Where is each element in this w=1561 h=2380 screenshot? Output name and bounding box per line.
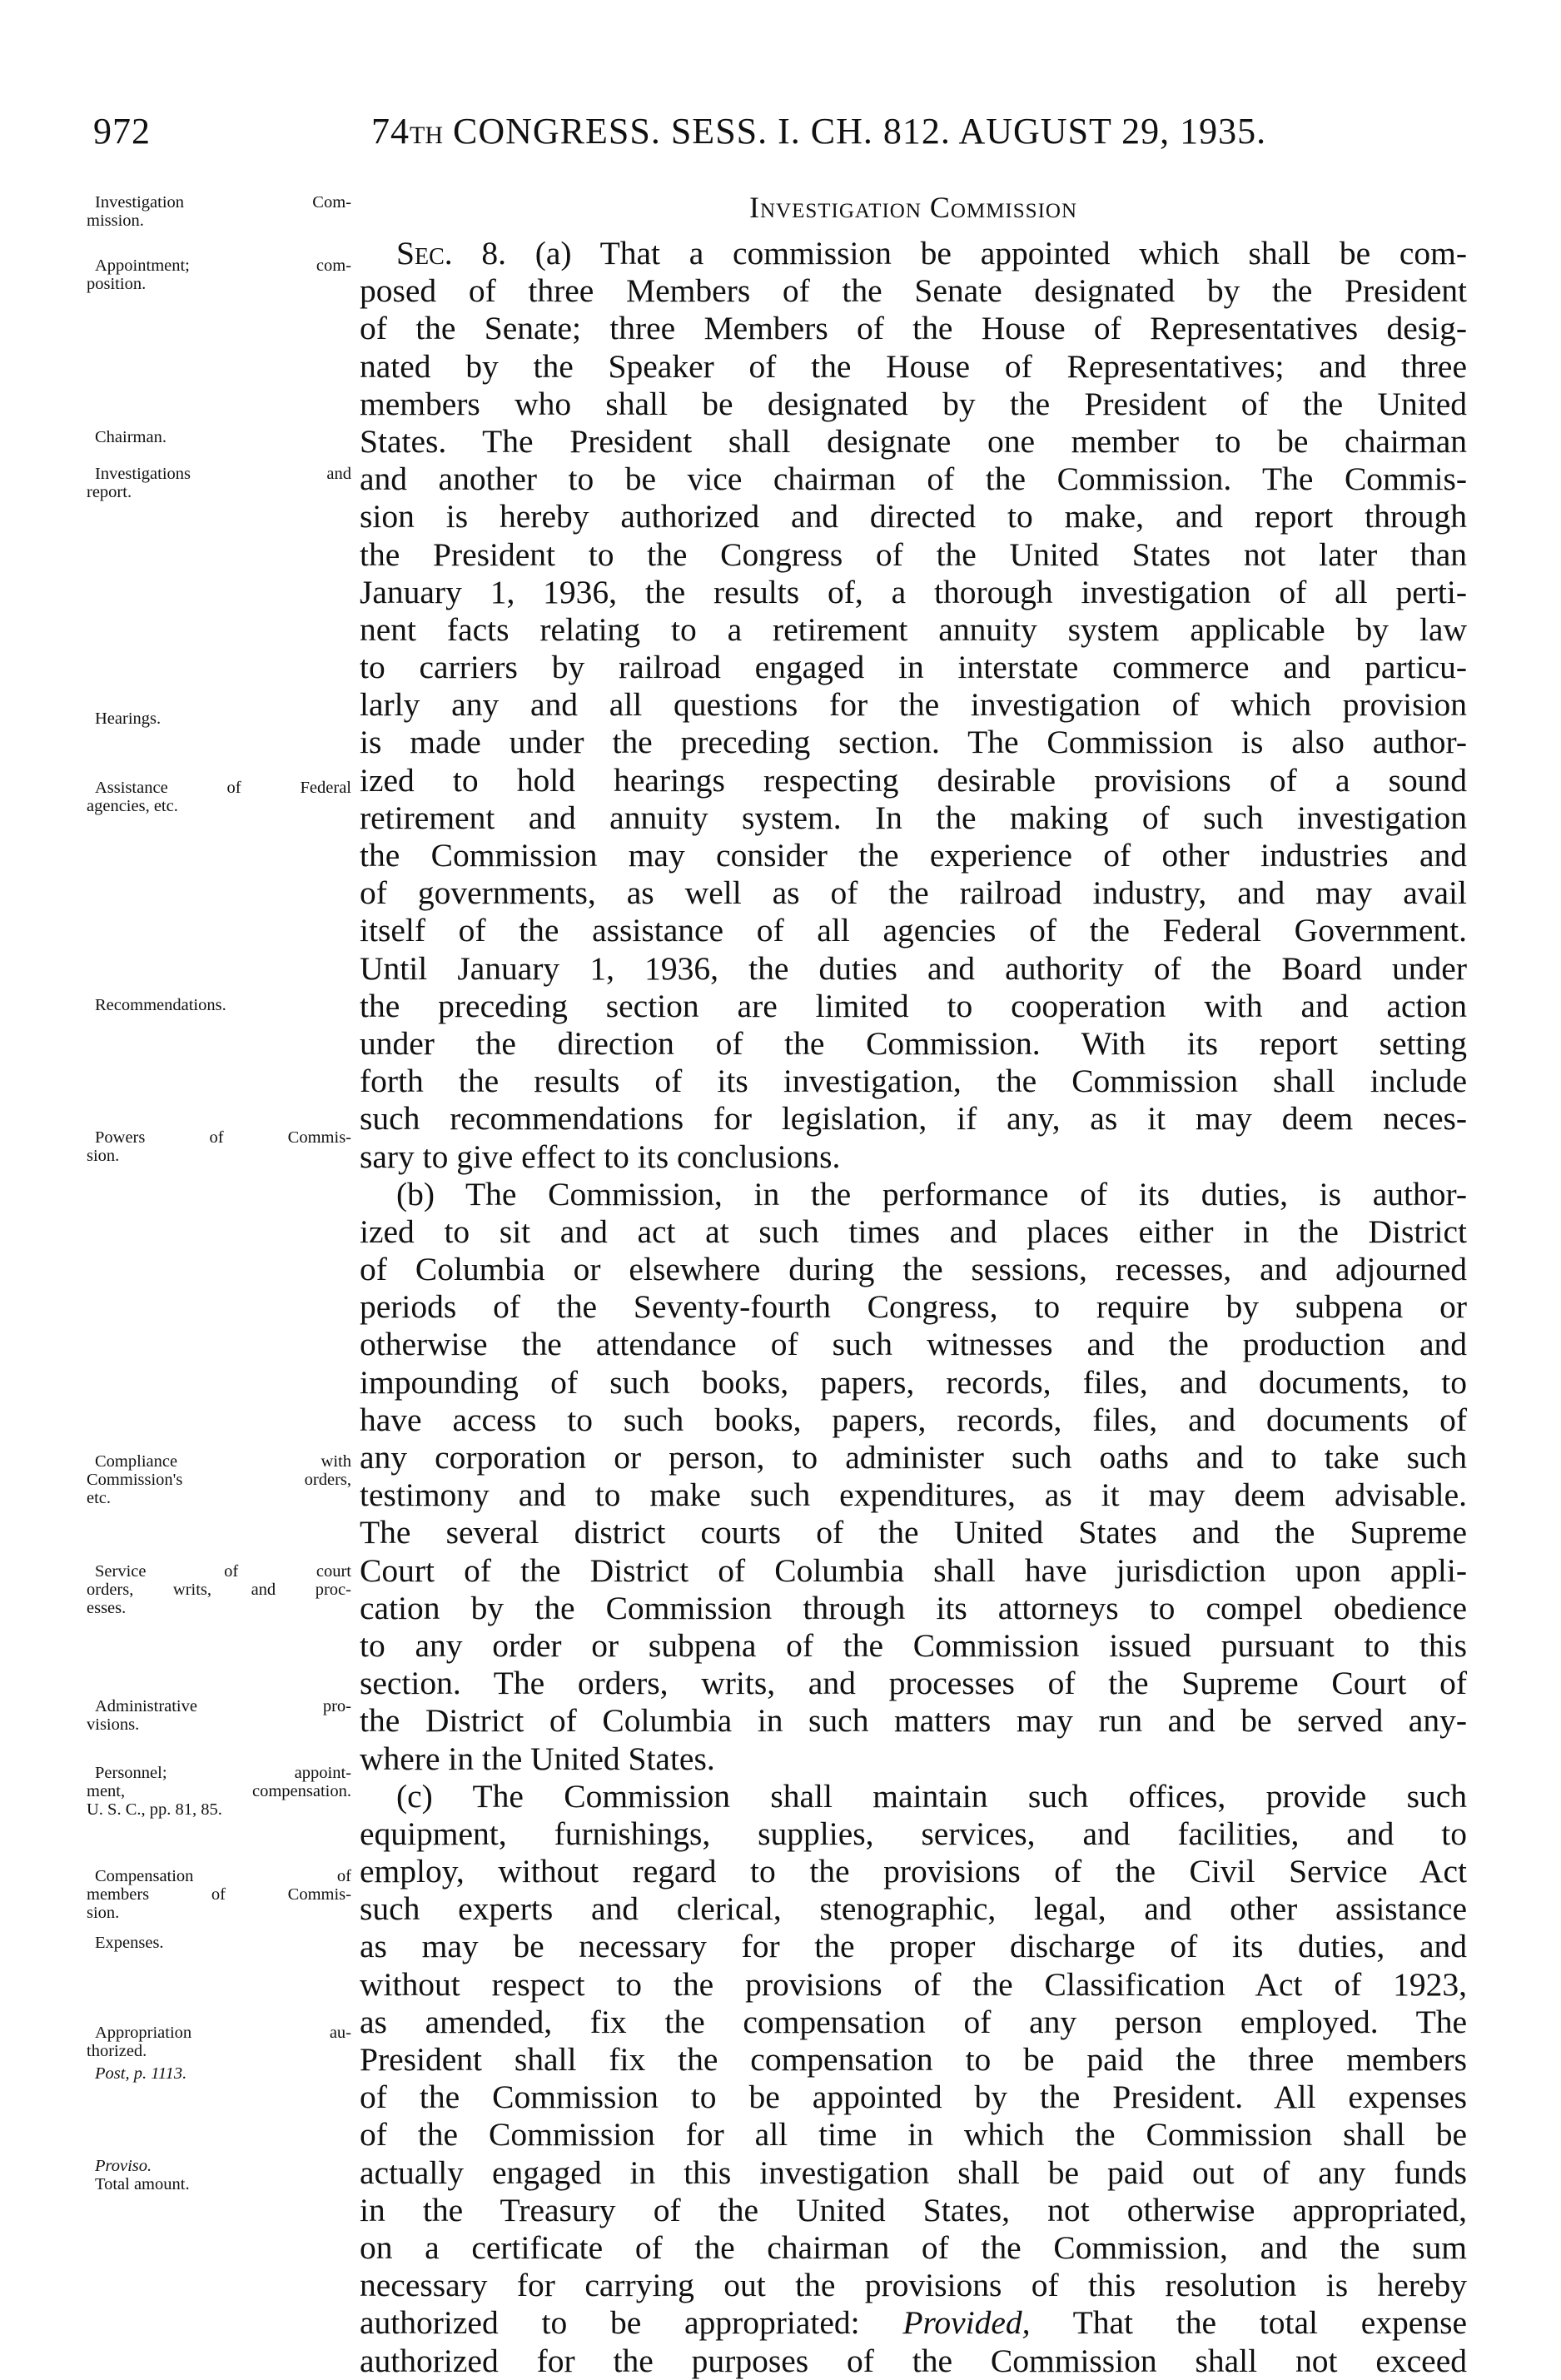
- body-line: testimony and to make such expenditures, as it may deem advisable.: [360, 1476, 1467, 1514]
- congress-suffix: TH: [410, 122, 443, 149]
- body-line: of the Commission for all time in which the Commission shall be: [360, 2116, 1467, 2153]
- margin-note-line: Post, p. 1113.: [95, 2064, 187, 2083]
- margin-note-line: Investigations and: [95, 465, 351, 483]
- margin-note-line: Administrative pro-: [95, 1697, 351, 1715]
- margin-note: [87, 465, 351, 501]
- body-line: the preceding section are limited to cooperation with and action: [360, 987, 1467, 1024]
- body-line: the President to the Congress of the United States not later than: [360, 535, 1467, 573]
- margin-note-line: Appropriation au-: [95, 2024, 351, 2042]
- body-line: any corporation or person, to administer such oaths and to take such: [360, 1439, 1467, 1476]
- body-line-text: (a) That a commission be appointed which shall be com-: [506, 235, 1468, 271]
- margin-note-line: orders, writs, and proc-: [87, 1581, 351, 1599]
- margin-note-line: Recommendations.: [95, 996, 226, 1014]
- margin-note: [87, 428, 351, 446]
- running-title: CONGRESS. SESS. I. CH. 812. AUGUST 29, 1935.: [453, 111, 1267, 152]
- body-line: ized to hold hearings respecting desirable provisions of a sound: [360, 761, 1467, 799]
- body-line: as amended, fix the compensation of any person employed. The: [360, 2003, 1467, 2040]
- margin-note-line: position.: [87, 275, 147, 293]
- body-line: in the Treasury of the United States, not otherwise appropriated,: [360, 2191, 1467, 2228]
- body-line: such recommendations for legislation, if any, as it may deem neces-: [360, 1100, 1467, 1138]
- body-line: nent facts relating to a retirement annuity system applicable by law: [360, 610, 1467, 648]
- body-line: where in the United States.: [360, 1740, 715, 1777]
- section-heading: Investigation Commission: [749, 191, 1077, 224]
- margin-note-line: report.: [87, 483, 132, 501]
- proviso-word: Provided,: [902, 2304, 1031, 2342]
- margin-note: [87, 2157, 351, 2175]
- body-line: actually engaged in this investigation shall be paid out of any funds: [360, 2153, 1467, 2191]
- body-line: of the Commission to be appointed by the President. All expenses: [360, 2079, 1467, 2116]
- margin-note-line: Commission's orders,: [87, 1471, 351, 1489]
- margin-note-line: Expenses.: [95, 1934, 164, 1952]
- margin-note-line: Hearings.: [95, 710, 162, 728]
- body-line: sion is hereby authorized and directed to make, and report through: [360, 498, 1467, 535]
- margin-note-line: thorized.: [87, 2042, 147, 2060]
- margin-note-line: agencies, etc.: [87, 797, 178, 815]
- margin-note: [87, 256, 351, 293]
- margin-note: [87, 1764, 351, 1819]
- body-line: ized to sit and act at such times and places either in the District: [360, 1212, 1467, 1250]
- margin-note-line: U. S. C., pp. 81, 85.: [87, 1800, 222, 1819]
- running-head: [371, 110, 1454, 152]
- body-line: cation by the Commission through its attorneys to compel obedience: [360, 1589, 1467, 1626]
- body-line: equipment, furnishings, supplies, services, and facilities, and to: [360, 1815, 1467, 1852]
- margin-note: [87, 710, 351, 728]
- body-line: larly any and all questions for the investigation of which provision: [360, 686, 1467, 724]
- body-line: States. The President shall designate one member to be chairman: [360, 422, 1467, 460]
- margin-note: [87, 1934, 351, 1952]
- body-line: otherwise the attendance of such witnesses and the production and: [360, 1326, 1467, 1363]
- body-line: itself of the assistance of all agencies of the Federal Government.: [360, 912, 1467, 949]
- margin-note-line: Investigation Com-: [95, 193, 351, 212]
- proviso-line: authorized to be appropriated: Provided, That the total expense: [360, 2304, 1467, 2342]
- body-line: posed of three Members of the Senate designated by the President: [360, 272, 1467, 310]
- body-line: under the direction of the Commission. With its report setting: [360, 1024, 1467, 1062]
- margin-note-line: Proviso.: [95, 2157, 152, 2175]
- body-line: of governments, as well as of the railroad industry, and may avail: [360, 874, 1467, 912]
- body-line: to carriers by railroad engaged in interstate commerce and particu-: [360, 649, 1467, 686]
- body-line: without respect to the provisions of the Classification Act of 1923,: [360, 1965, 1467, 2003]
- margin-note-line: Total amount.: [95, 2175, 190, 2193]
- body-line: January 1, 1936, the results of, a thorough investigation of all perti-: [360, 573, 1467, 610]
- body-line: on a certificate of the chairman of the Commission, and the sum: [360, 2228, 1467, 2266]
- body-line: and another to be vice chairman of the Commission. The Commis-: [360, 461, 1467, 498]
- body-line: (c) The Commission shall maintain such offices, provide such: [396, 1777, 1467, 1815]
- body-line: necessary for carrying out the provisions of this resolution is hereby: [360, 2267, 1467, 2304]
- body-text: [360, 235, 1467, 2380]
- body-line: section. The orders, writs, and processes of the Supreme Court of: [360, 1665, 1467, 1702]
- margin-note-line: visions.: [87, 1715, 140, 1734]
- margin-note-line: etc.: [87, 1489, 112, 1507]
- margin-note-line: sion.: [87, 1904, 120, 1922]
- body-line: of the Senate; three Members of the House of Representatives desig-: [360, 310, 1467, 347]
- margin-note-line: Chairman.: [95, 428, 167, 446]
- body-line: Until January 1, 1936, the duties and authority of the Board under: [360, 949, 1467, 987]
- body-line: members who shall be designated by the President of the United: [360, 385, 1467, 422]
- body-line: employ, without regard to the provisions of the Civil Service Act: [360, 1853, 1467, 1890]
- body-line: impounding of such books, papers, records, files, and documents, to: [360, 1363, 1467, 1401]
- margin-note-line: esses.: [87, 1599, 127, 1617]
- body-line: (b) The Commission, in the performance of its duties, is author-: [396, 1175, 1467, 1212]
- body-line: The several district courts of the United States and the Supreme: [360, 1514, 1467, 1551]
- page-number: 972: [93, 111, 151, 152]
- body-line: the Commission may consider the experience of other industries and: [360, 837, 1467, 874]
- margin-note: [87, 2064, 351, 2083]
- body-line: such experts and clerical, stenographic, legal, and other assistance: [360, 1890, 1467, 1928]
- margin-note-line: ment, compensation.: [87, 1782, 351, 1800]
- margin-note-line: Compliance with: [95, 1452, 351, 1471]
- body-line: to any order or subpena of the Commission issued pursuant to this: [360, 1626, 1467, 1664]
- body-line: is made under the preceding section. The Commission is also author-: [360, 724, 1467, 761]
- body-line: have access to such books, papers, records, files, and documents of: [360, 1401, 1467, 1438]
- body-line: periods of the Seventy-fourth Congress, to require by subpena or: [360, 1288, 1467, 1326]
- margin-note-line: Powers of Commis-: [95, 1128, 351, 1147]
- margin-note: [87, 2175, 351, 2193]
- margin-note-line: members of Commis-: [87, 1885, 351, 1904]
- margin-note: [87, 779, 351, 815]
- body-line: sary to give effect to its conclusions.: [360, 1138, 841, 1175]
- margin-note: [87, 1867, 351, 1922]
- margin-note: [87, 1128, 351, 1165]
- body-line: as may be necessary for the proper discharge of its duties, and: [360, 1928, 1467, 1965]
- margin-note-line: mission.: [87, 212, 144, 230]
- margin-note: [87, 1562, 351, 1617]
- margin-note-line: Assistance of Federal: [95, 779, 351, 797]
- body-line: [360, 235, 1467, 272]
- margin-note: [87, 996, 351, 1014]
- body-line: retirement and annuity system. In the making of such investigation: [360, 799, 1467, 836]
- margin-note-line: Appointment; com-: [95, 256, 351, 275]
- margin-note: [87, 2024, 351, 2060]
- margin-note-line: Personnel; appoint-: [95, 1764, 351, 1782]
- body-line: of Columbia or elsewhere during the sessions, recesses, and adjourned: [360, 1251, 1467, 1288]
- margin-note-line: Compensation of: [95, 1867, 351, 1885]
- margin-note-line: Service of court: [95, 1562, 351, 1581]
- margin-note: [87, 1452, 351, 1507]
- section-label: Sec. 8.: [396, 235, 506, 271]
- congress-number: 74: [371, 111, 410, 152]
- body-line: forth the results of its investigation, the Commission shall include: [360, 1063, 1467, 1100]
- body-line: President shall fix the compensation to be paid the three members: [360, 2041, 1467, 2078]
- body-line: nated by the Speaker of the House of Representatives; and three: [360, 347, 1467, 385]
- margin-note: [87, 193, 351, 230]
- body-line: authorized for the purposes of the Commission shall not exceed: [360, 2342, 1467, 2379]
- margin-note-line: sion.: [87, 1147, 120, 1165]
- body-line: Court of the District of Columbia shall have jurisdiction upon appli-: [360, 1551, 1467, 1589]
- margin-note: [87, 1697, 351, 1734]
- body-line: the District of Columbia in such matters may run and be served any-: [360, 1702, 1467, 1740]
